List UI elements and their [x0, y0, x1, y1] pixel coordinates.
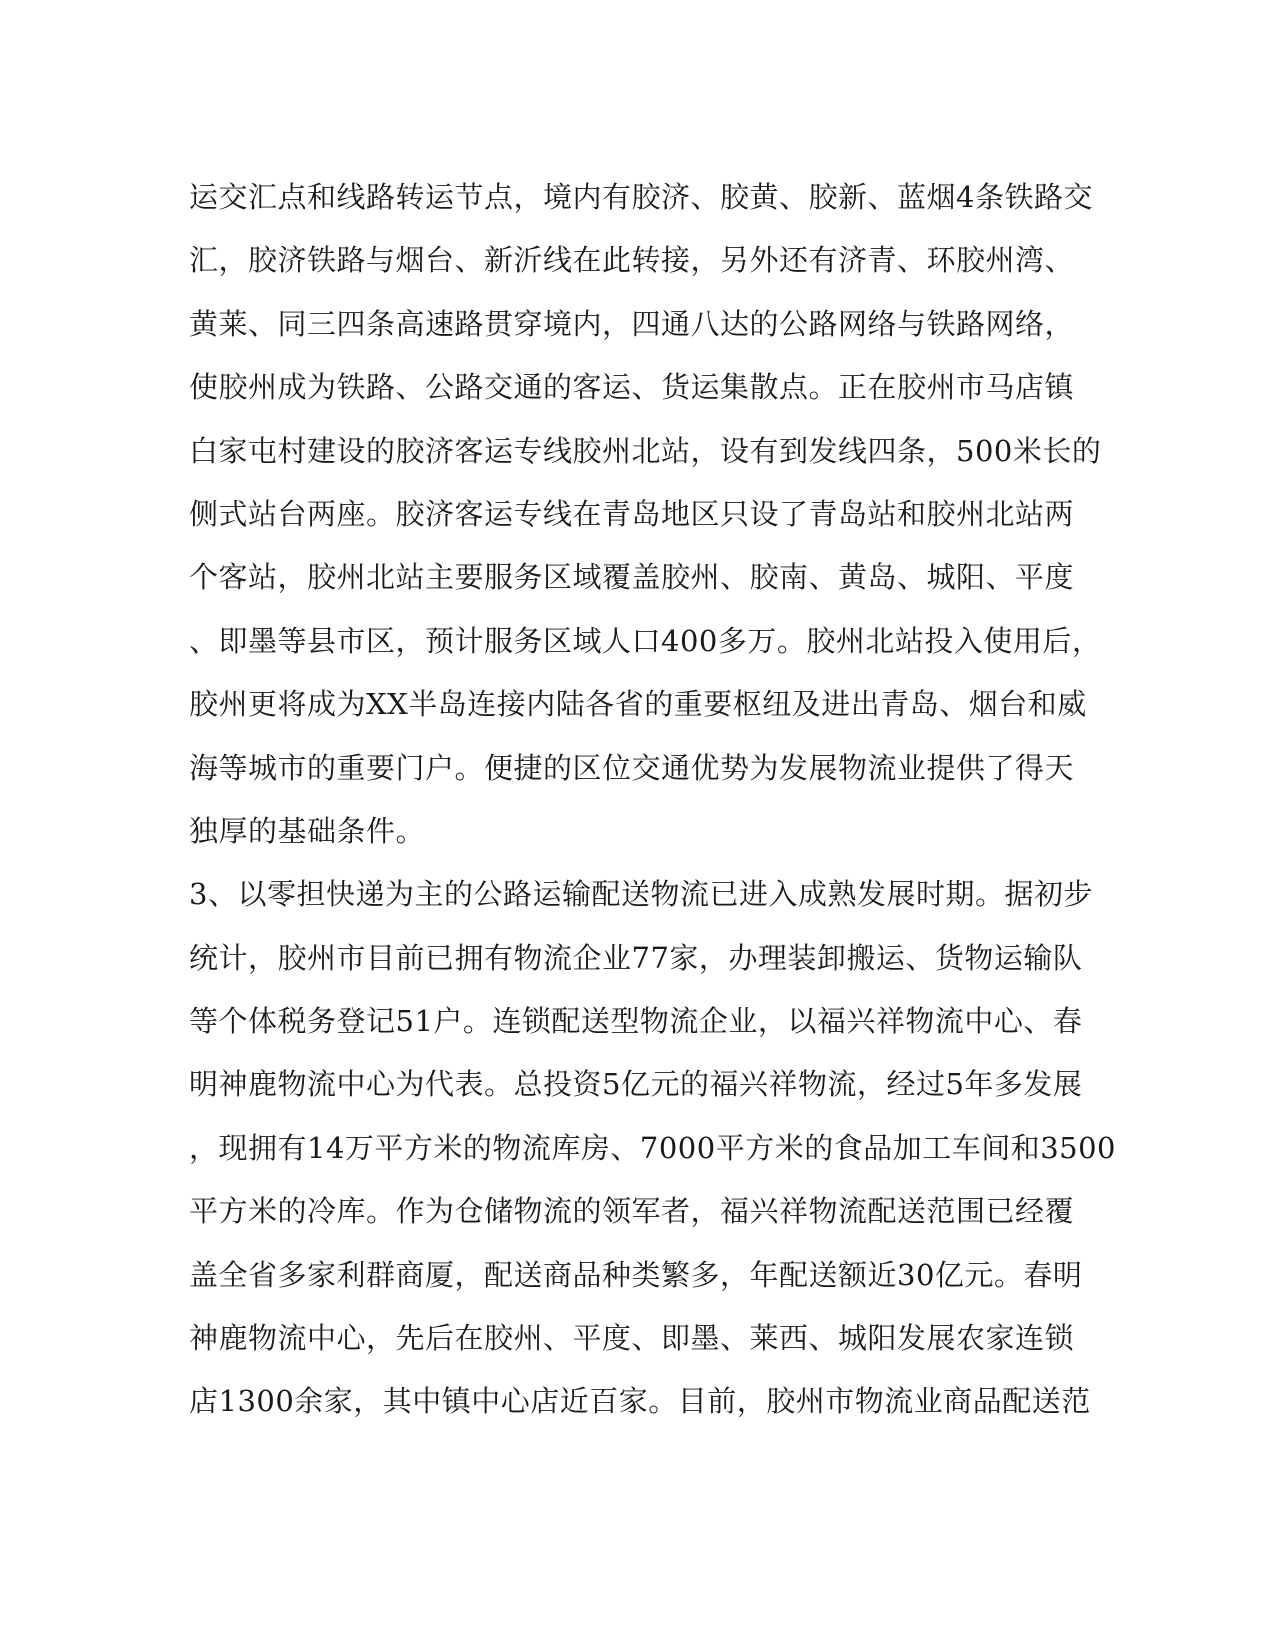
text-line: 汇，胶济铁路与烟台、新沂线在此转接，另外还有济青、环胶州湾、 — [189, 243, 1075, 278]
text-line: 店1300余家，其中镇中心店近百家。目前，胶州市物流业商品配送范 — [189, 1384, 1091, 1419]
text-line: 个客站，胶州北站主要服务区域覆盖胶州、胶南、黄岛、城阳、平度 — [189, 560, 1075, 595]
text-line: 盖全省多家利群商厦，配送商品种类繁多，年配送额近30亿元。春明 — [189, 1257, 1083, 1292]
text-line: 独厚的基础条件。 — [189, 813, 426, 848]
text-line: 平方米的冷库。作为仓储物流的领军者，福兴祥物流配送范围已经覆 — [189, 1194, 1075, 1229]
body-text — [189, 166, 1117, 1434]
text-line: 明神鹿物流中心为代表。总投资5亿元的福兴祥物流，经过5年多发展 — [189, 1067, 1083, 1102]
text-line: 黄莱、同三四条高速路贯穿境内，四通八达的公路网络与铁路网络， — [189, 306, 1075, 341]
text-line: 胶州更将成为XX半岛连接内陆各省的重要枢纽及进出青岛、烟台和威 — [189, 687, 1087, 722]
text-line: 统计，胶州市目前已拥有物流企业77家，办理装卸搬运、货物运输队 — [189, 940, 1083, 975]
text-line: 白家屯村建设的胶济客运专线胶州北站，设有到发线四条，500米长的 — [189, 433, 1102, 468]
text-line: 使胶州成为铁路、公路交通的客运、货运集散点。正在胶州市马店镇 — [189, 370, 1075, 405]
text-line: 3、以零担快递为主的公路运输配送物流已进入成熟发展时期。据初步 — [189, 877, 1093, 912]
text-line: 侧式站台两座。胶济客运专线在青岛地区只设了青岛站和胶州北站两 — [189, 496, 1075, 531]
text-line: ，现拥有14万平方米的物流库房、7000平方米的食品加工车间和3500 — [189, 1130, 1117, 1165]
text-line: 神鹿物流中心，先后在胶州、平度、即墨、莱西、城阳发展农家连锁 — [189, 1321, 1075, 1356]
text-line: 运交汇点和线路转运节点，境内有胶济、胶黄、胶新、蓝烟4条铁路交 — [189, 180, 1093, 214]
text-line: 海等城市的重要门户。便捷的区位交通优势为发展物流业提供了得天 — [189, 750, 1075, 785]
text-line: 等个体税务登记51户。连锁配送型物流企业，以福兴祥物流中心、春 — [189, 1004, 1083, 1039]
text-line: 、即墨等县市区，预计服务区域人口400多万。胶州北站投入使用后， — [189, 623, 1102, 658]
